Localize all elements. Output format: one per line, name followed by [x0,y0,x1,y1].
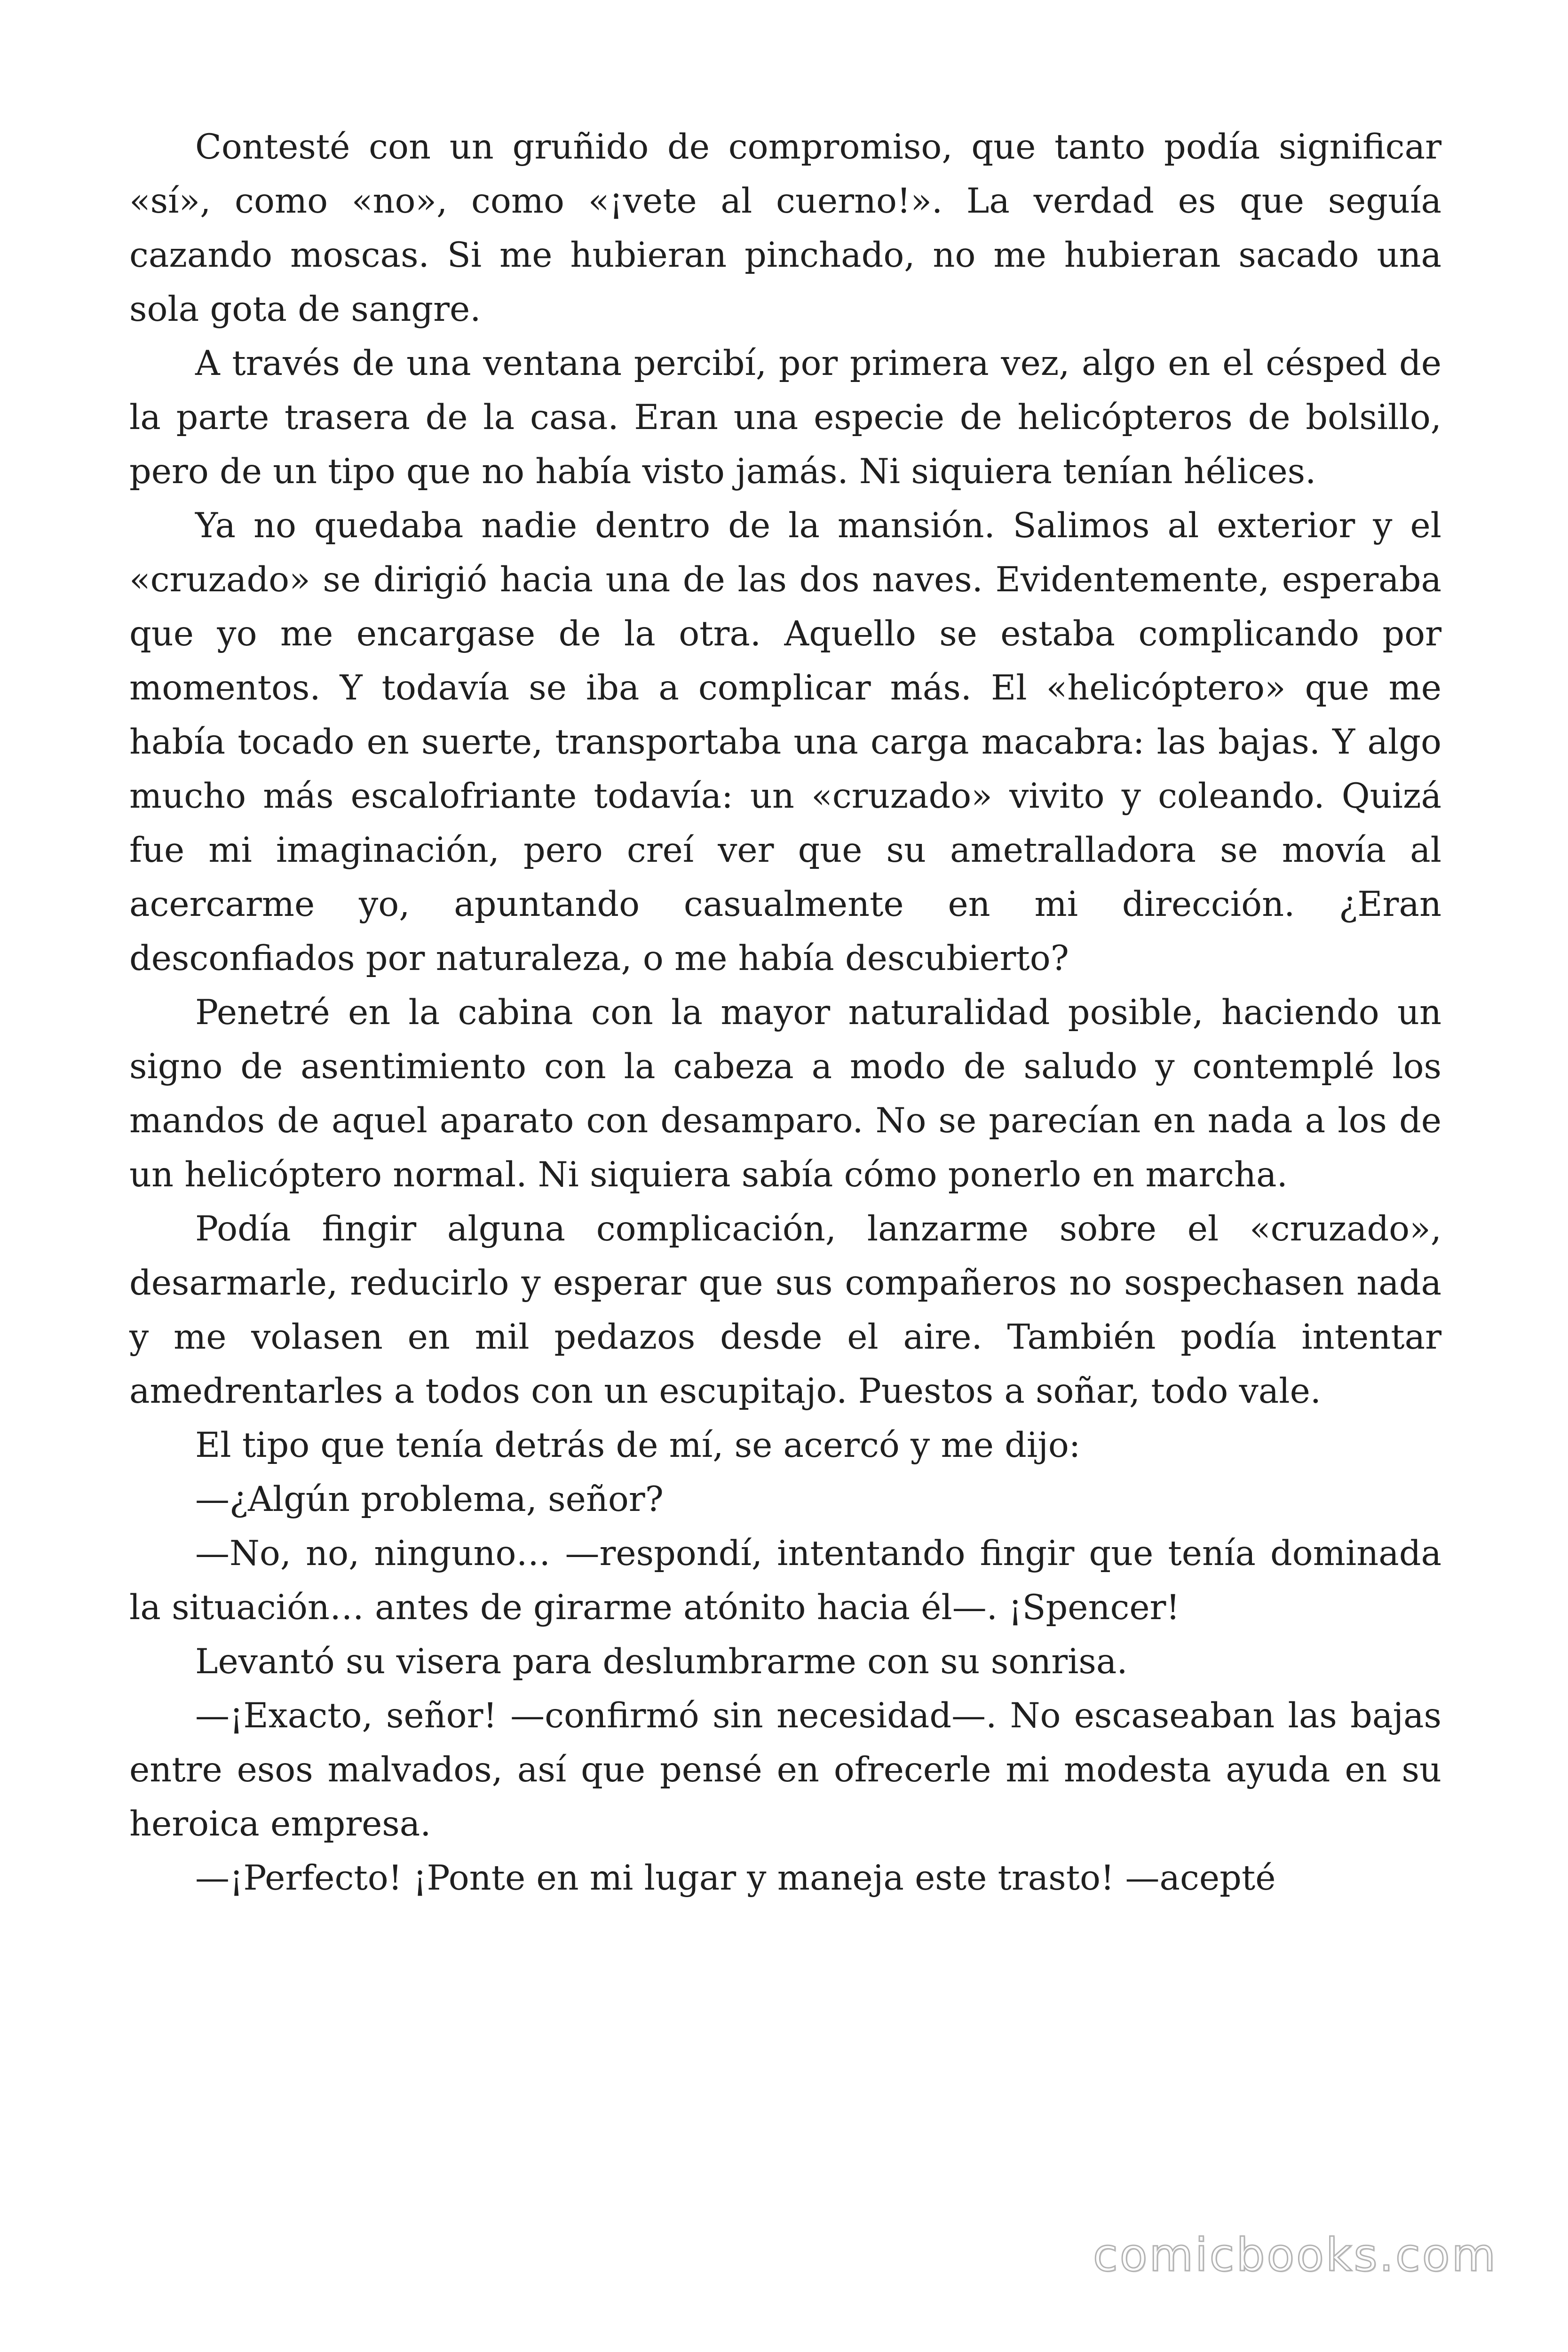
paragraph: Podía fingir alguna complicación, lanzarme sobre el «cruzado», desarmarle, reducirlo y esperar que sus compañeros no sospechasen nada y me volasen en mil pedazos desde el aire. También podía intentar amedrentarles a todos con un escupitajo. Puestos a soñar, todo vale. [129,1209,1441,1411]
book-page-text [129,120,1441,1905]
paragraph: A través de una ventana percibí, por primera vez, algo en el césped de la parte trasera de la casa. Eran una especie de helicópteros de bolsillo, pero de un tipo que no había visto jamás. Ni siquiera tenían hélices. [129,343,1441,492]
paragraph: El tipo que tenía detrás de mí, se acercó y me dijo: [195,1425,1081,1465]
paragraph: Contesté con un gruñido de compromiso, que tanto podía significar «sí», como «no», como «¡vete al cuerno!». La verdad es que seguía cazando moscas. Si me hubieran pinchado, no me hubieran sacado una sola gota de sangre. [129,127,1441,329]
paragraph: Ya no quedaba nadie dentro de la mansión. Salimos al exterior y el «cruzado» se dirigió hacia una de las dos naves. Evidentemente, esperaba que yo me encargase de la otra. Aquello se estaba complicando por momentos. Y todavía se iba a complicar más. El «helicóptero» que me había tocado en suerte, transportaba una carga macabra: las bajas. Y algo mucho más escalofriante todavía: un «cruzado» vivito y coleando. Quizá fue mi imaginación, pero creí ver que su ametralladora se movía al acercarme yo, apuntando casualmente en mi dirección. ¿Eran desconfiados por naturaleza, o me había descubierto? [129,506,1441,978]
watermark: comicbooks.com [1093,2229,1497,2281]
paragraph: Penetré en la cabina con la mayor naturalidad posible, haciendo un signo de asentimiento con la cabeza a modo de saludo y contemplé los mandos de aquel aparato con desamparo. No se parecían en nada a los de un helicóptero normal. Ni siquiera sabía cómo ponerlo en marcha. [129,993,1441,1195]
dialogue-line: —No, no, ninguno… —respondí, intentando fingir que tenía dominada la situación… antes de girarme atónito hacia él—. ¡Spencer! [129,1534,1441,1628]
dialogue-line: —¡Exacto, señor! —confirmó sin necesidad—. No escaseaban las bajas entre esos malvados, así que pensé en ofrecerle mi modesta ayuda en su heroica empresa. [129,1696,1441,1844]
paragraph: Levantó su visera para deslumbrarme con su sonrisa. [195,1642,1128,1682]
dialogue-line: —¡Perfecto! ¡Ponte en mi lugar y maneja este trasto! —acepté [195,1858,1276,1898]
dialogue-line: —¿Algún problema, señor? [195,1479,664,1519]
